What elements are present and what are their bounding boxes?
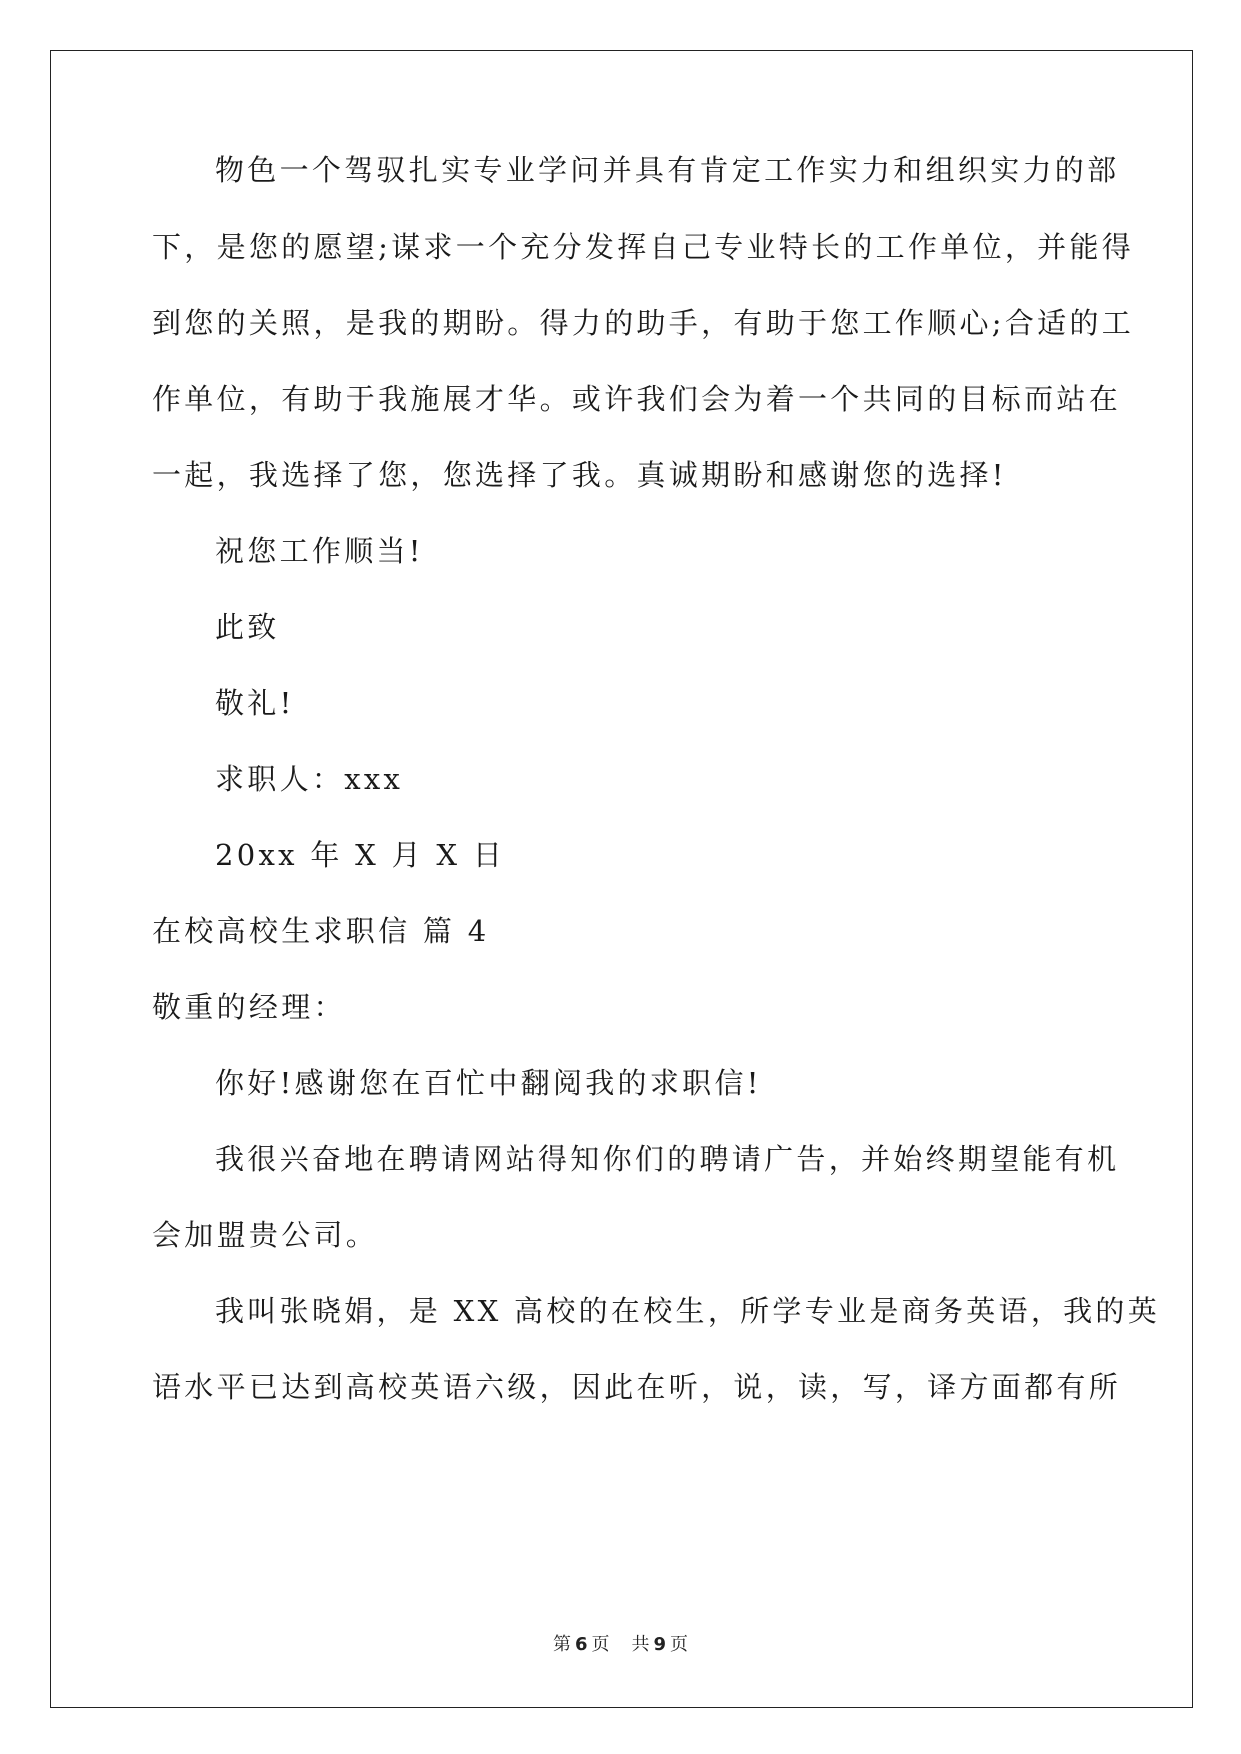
paragraph-line: 物色一个驾驭扎实专业学问并具有肯定工作实力和组织实力的部 — [215, 153, 1120, 187]
paragraph-line: 我很兴奋地在聘请网站得知你们的聘请广告，并始终期望能有机 — [215, 1142, 1120, 1176]
page-prefix: 第 — [552, 1634, 571, 1655]
date-line: 20xx 年 X 月 X 日 — [215, 838, 506, 872]
paragraph-line: 会加盟贵公司。 — [152, 1218, 379, 1252]
section-title: 在校高校生求职信 篇 4 — [152, 914, 490, 948]
paragraph-line: 语水平已达到高校英语六级，因此在听，说，读，写，译方面都有所 — [152, 1370, 1122, 1404]
page-unit: 页 — [591, 1634, 610, 1655]
paragraph-line: 到您的关照，是我的期盼。得力的助手，有助于您工作顺心;合适的工 — [152, 306, 1135, 340]
paragraph-line: 作单位，有助于我施展才华。或许我们会为着一个共同的目标而站在 — [152, 382, 1122, 416]
page-footer — [0, 1630, 1241, 1656]
paragraph-line: 一起，我选择了您，您选择了我。真诚期盼和感谢您的选择! — [152, 458, 1007, 492]
page-border — [50, 50, 1193, 1708]
closing-line: 此致 — [215, 610, 280, 644]
paragraph-line: 我叫张晓娟，是 XX 高校的在校生，所学专业是商务英语，我的英 — [215, 1294, 1161, 1328]
salutation-line: 敬重的经理： — [152, 990, 346, 1024]
total-unit: 页 — [670, 1634, 689, 1655]
signature-line: 求职人：xxx — [215, 762, 404, 796]
paragraph-line: 下，是您的愿望;谋求一个充分发挥自己专业特长的工作单位，并能得 — [152, 230, 1135, 264]
wish-line: 祝您工作顺当! — [215, 534, 424, 568]
total-prefix: 共 — [631, 1634, 650, 1655]
page-total: 9 — [653, 1634, 667, 1655]
greeting-line: 你好!感谢您在百忙中翻阅我的求职信! — [215, 1066, 762, 1100]
page-number: 6 — [574, 1634, 588, 1655]
closing-line: 敬礼! — [215, 686, 295, 720]
